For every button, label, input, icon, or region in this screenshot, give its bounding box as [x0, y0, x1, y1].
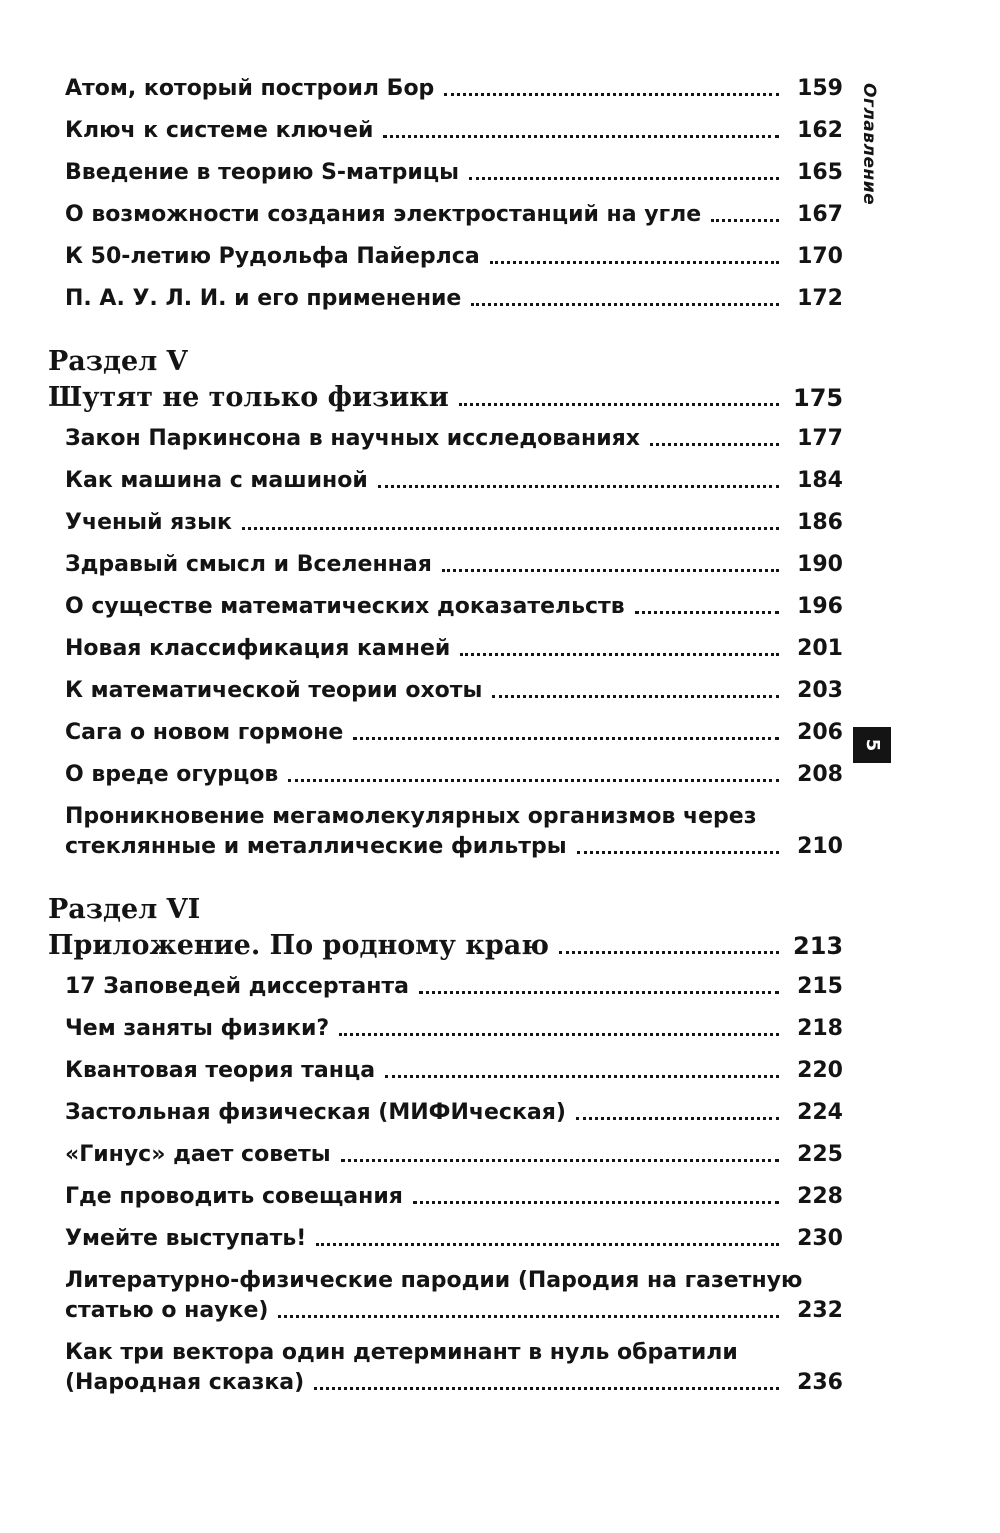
toc-entry-page: 210: [797, 834, 843, 859]
leader-dots: [278, 1315, 779, 1318]
toc-entry-title: Умейте выступать!: [65, 1226, 307, 1251]
toc-entry-page: 201: [797, 636, 843, 661]
toc-entry[interactable]: [65, 972, 843, 1002]
leader-dots: [444, 93, 779, 96]
section-title-row[interactable]: [48, 928, 843, 964]
toc-entry-page: 228: [797, 1184, 843, 1209]
toc-entry-title-line1: Литературно-физические пародии (Пародия на газетную: [65, 1268, 803, 1293]
running-head-text: Оглавление: [859, 83, 879, 206]
toc-entry-title: Сага о новом гормоне: [65, 720, 344, 745]
toc-entry-title: О возможности создания электростанций на угле: [65, 202, 702, 227]
leader-dots: [635, 611, 779, 614]
leader-dots: [459, 403, 779, 406]
toc-entry-title-line2: стеклянные и металлические фильтры: [65, 834, 567, 859]
toc-entry[interactable]: [65, 1056, 843, 1086]
toc-entry-page: 172: [797, 286, 843, 311]
toc-entry[interactable]: [65, 718, 843, 748]
toc-entry[interactable]: [65, 466, 843, 496]
toc-entry-title: Где проводить совещания: [65, 1184, 403, 1209]
leader-dots: [314, 1387, 779, 1390]
toc-entry[interactable]: [65, 592, 843, 622]
leader-dots: [471, 303, 779, 306]
leader-dots: [490, 261, 779, 264]
toc-entry[interactable]: [65, 158, 843, 188]
toc-entry-title: П. А. У. Л. И. и его применение: [65, 286, 462, 311]
toc-entry-page: 170: [797, 244, 843, 269]
section-title: Приложение. По родному краю: [48, 930, 549, 961]
toc-entry-title: Чем заняты физики?: [65, 1016, 330, 1041]
toc-entry-page: 184: [797, 468, 843, 493]
toc-entry-page: 230: [797, 1226, 843, 1251]
toc-entry[interactable]: [65, 1098, 843, 1128]
toc-entry-title: Квантовая теория танца: [65, 1058, 376, 1083]
toc-entry[interactable]: [65, 200, 843, 230]
toc-entry[interactable]: [65, 760, 843, 790]
leader-dots: [711, 219, 779, 222]
toc-entry-title: Здравый смысл и Вселенная: [65, 552, 432, 577]
leader-dots: [385, 1075, 779, 1078]
toc-entry-title-line2: (Народная сказка): [65, 1370, 305, 1395]
toc-entry-page: 215: [797, 974, 843, 999]
section-title-row[interactable]: [48, 380, 843, 416]
toc-entry-title: О вреде огурцов: [65, 762, 279, 787]
leader-dots: [442, 569, 779, 572]
leader-dots: [469, 177, 779, 180]
leader-dots: [383, 135, 779, 138]
toc-entry-title: Ключ к системе ключей: [65, 118, 374, 143]
page-number: 5: [862, 738, 883, 752]
toc-entry-title: Атом, который построил Бор: [65, 76, 435, 101]
toc-entry[interactable]: [65, 1224, 843, 1254]
toc-entry[interactable]: [65, 284, 843, 314]
toc-entry-title: 17 Заповедей диссертанта: [65, 974, 409, 999]
leader-dots: [288, 779, 779, 782]
section-title: Шутят не только физики: [48, 382, 449, 413]
toc-entry-page: 186: [797, 510, 843, 535]
leader-dots: [559, 951, 779, 954]
toc-entry-title: Ученый язык: [65, 510, 232, 535]
table-of-contents: [48, 74, 843, 1410]
leader-dots: [341, 1159, 779, 1162]
toc-entry-title: «Гинус» дает советы: [65, 1142, 331, 1167]
toc-entry[interactable]: [65, 508, 843, 538]
leader-dots: [492, 695, 779, 698]
leader-dots: [460, 653, 779, 656]
toc-entry-page: 190: [797, 552, 843, 577]
toc-entry-page: 236: [797, 1370, 843, 1395]
toc-entry-page: 165: [797, 160, 843, 185]
toc-entry-title-line2: статью о науке): [65, 1298, 269, 1323]
toc-entry-page: 196: [797, 594, 843, 619]
page-number-tab: [853, 727, 891, 763]
toc-entry-page: 220: [797, 1058, 843, 1083]
toc-entry[interactable]: [65, 116, 843, 146]
toc-entry-page: 225: [797, 1142, 843, 1167]
leader-dots: [339, 1033, 779, 1036]
toc-entry-title: О существе математических доказательств: [65, 594, 625, 619]
toc-entry-title: Введение в теорию S-матрицы: [65, 160, 459, 185]
toc-entry-title: Новая классификация камней: [65, 636, 451, 661]
leader-dots: [650, 443, 779, 446]
toc-entry[interactable]: [65, 1338, 843, 1398]
toc-entry-page: 177: [797, 426, 843, 451]
toc-entry-page: 159: [797, 76, 843, 101]
leader-dots: [242, 527, 779, 530]
toc-entry[interactable]: [65, 1266, 843, 1326]
toc-entry-page: 224: [797, 1100, 843, 1125]
toc-entry[interactable]: [65, 1182, 843, 1212]
toc-entry[interactable]: [65, 634, 843, 664]
leader-dots: [576, 1117, 779, 1120]
toc-entry-title-line1: Как три вектора один детерминант в нуль обратили: [65, 1340, 738, 1365]
toc-entry[interactable]: [65, 1014, 843, 1044]
toc-entry-page: 162: [797, 118, 843, 143]
toc-entry-page: 203: [797, 678, 843, 703]
toc-entry-title: К 50-летию Рудольфа Пайерлса: [65, 244, 480, 269]
section-page: 175: [793, 384, 844, 412]
toc-entry[interactable]: [65, 1140, 843, 1170]
toc-entry-title: Застольная физическая (МИФИческая): [65, 1100, 566, 1125]
toc-entry-page: 232: [797, 1298, 843, 1323]
toc-entry-page: 208: [797, 762, 843, 787]
toc-entry-title: Как машина с машиной: [65, 468, 368, 493]
toc-entry-page: 167: [797, 202, 843, 227]
section-page: 213: [793, 932, 844, 960]
leader-dots: [419, 991, 779, 994]
toc-entry-title: Закон Паркинсона в научных исследованиях: [65, 426, 640, 451]
toc-entry[interactable]: [65, 424, 843, 454]
leader-dots: [577, 851, 779, 854]
toc-entry[interactable]: [65, 242, 843, 272]
toc-entry[interactable]: [65, 74, 843, 104]
toc-entry[interactable]: [65, 550, 843, 580]
leader-dots: [353, 737, 779, 740]
toc-entry[interactable]: [65, 676, 843, 706]
toc-entry-title: К математической теории охоты: [65, 678, 483, 703]
leader-dots: [316, 1243, 779, 1246]
section-label: Раздел VI: [48, 894, 201, 925]
running-head: [856, 83, 879, 206]
toc-entry-page: 218: [797, 1016, 843, 1041]
toc-entry-page: 206: [797, 720, 843, 745]
toc-entry-title-line1: Проникновение мегамолекулярных организмов через: [65, 804, 757, 829]
section-label: Раздел V: [48, 346, 188, 377]
leader-dots: [378, 485, 779, 488]
leader-dots: [413, 1201, 779, 1204]
toc-entry[interactable]: [65, 802, 843, 862]
